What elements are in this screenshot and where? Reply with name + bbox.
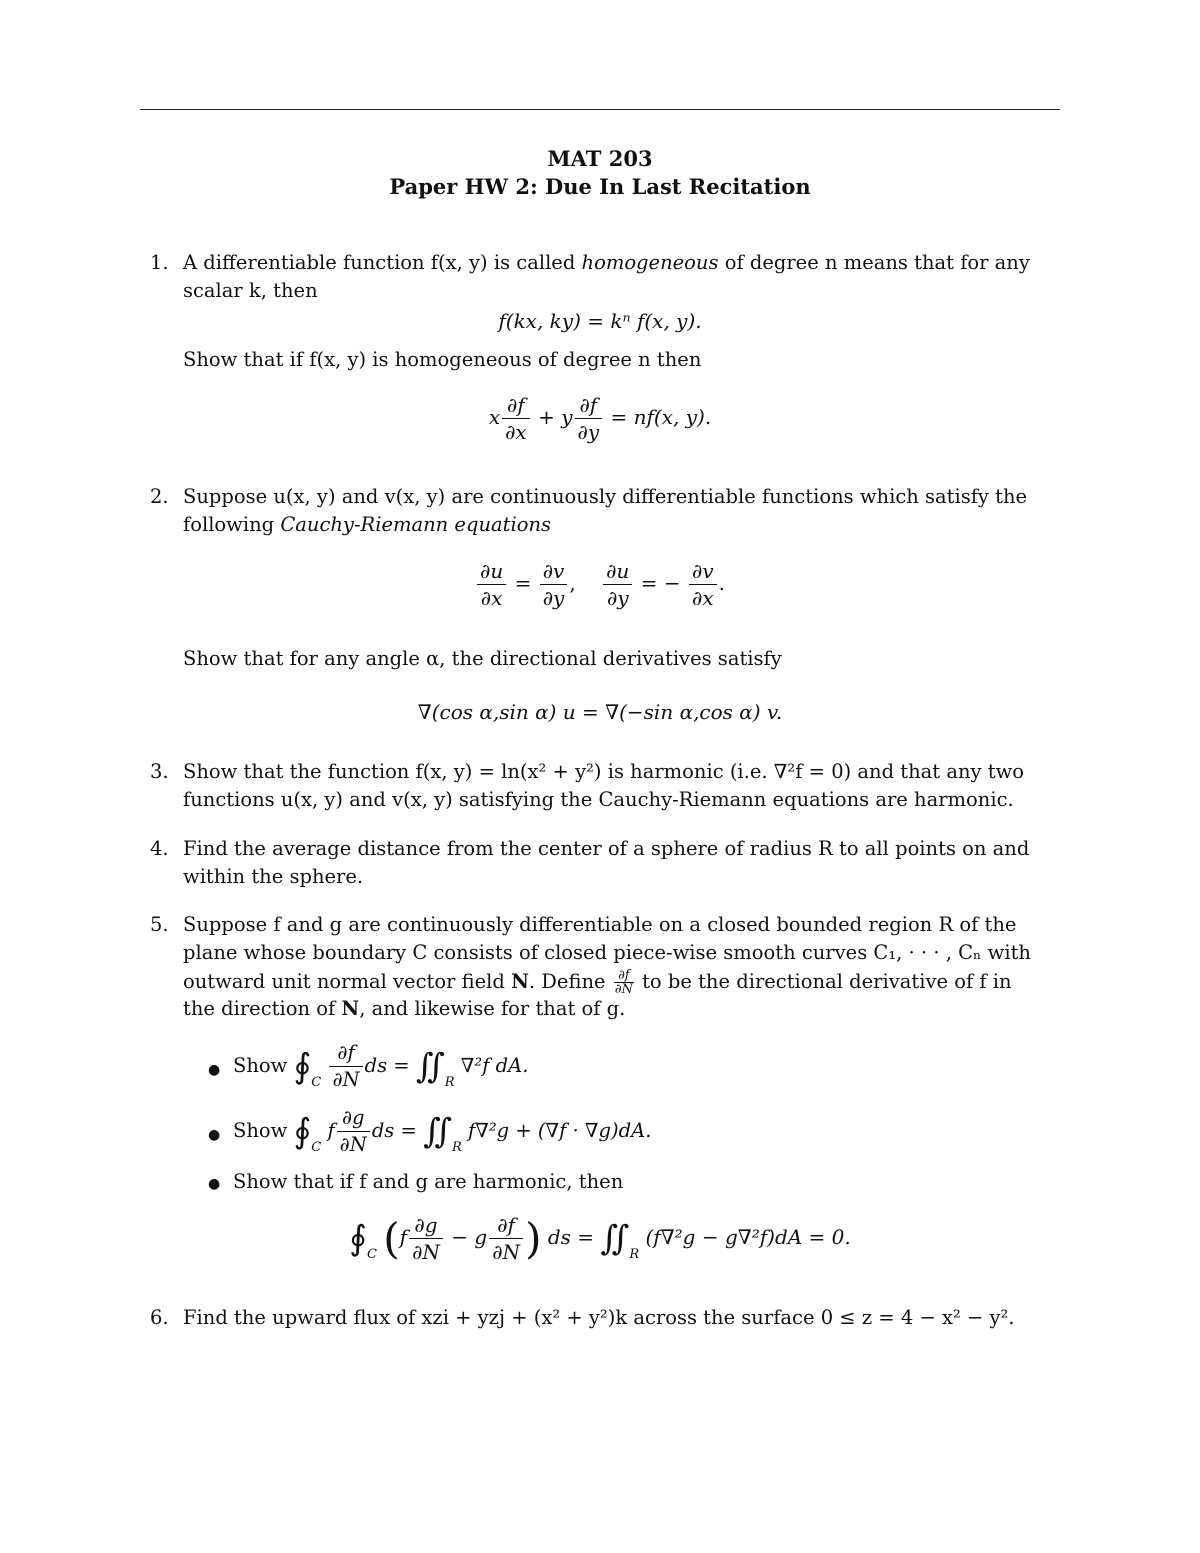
p5-text-b: plane whose boundary C consists of closed piece-wise smooth curves C₁, · · · , Cₙ with — [183, 941, 1031, 964]
problem-4-number: 4. — [150, 837, 169, 860]
problem-6-number: 6. — [150, 1306, 169, 1329]
p1-equation-2: x $\frac{\partial f}{\partial x}$ + y $\frac{\partial f}{\partial y}$ = nf(x, y). — [488, 393, 712, 444]
problem-3-number: 3. — [150, 760, 169, 783]
p1-text-d: Show that if f(x, y) is homogeneous of degree n then — [183, 348, 702, 371]
p5-text-d1: the direction of — [183, 997, 336, 1020]
p5-text-c1: outward unit normal vector field — [183, 970, 505, 993]
double-integral-icon: ∬ — [600, 1218, 630, 1259]
p5-final-rhs: (f∇²g − g∇²f)dA = 0. — [645, 1225, 851, 1249]
p5-bullet-2-rhs: f∇²g + (∇f · ∇g)dA. — [468, 1119, 652, 1142]
du-dy-fraction: $\frac{\partial u}{\partial y}$ — [603, 558, 632, 611]
bullet-icon: ● — [208, 1062, 221, 1078]
du-dx-fraction: $\frac{\partial u}{\partial x}$ — [477, 558, 506, 611]
p2-text-a: Suppose u(x, y) and v(x, y) are continuously differentiable functions which satisfy the — [183, 485, 1028, 508]
p1-text-c: scalar k, then — [183, 279, 318, 302]
p5-text-a: Suppose f and g are continuously differentiable on a closed bounded region R of the — [183, 913, 1017, 936]
p5-bullet-1: Show $∮_C$ $\frac{\partial f}{\partial N}$ ds = $∬_R$ ∇²f dA. — [233, 1041, 529, 1091]
df-dn-small-fraction: $\frac{\partial f}{\partial N}$ — [614, 968, 633, 997]
p5-bullet-2: Show $∮_C$ f $\frac{\partial g}{\partial N}$ ds = $∬_R$ f∇²g + (∇f · ∇g)dA. — [233, 1106, 652, 1156]
contour-integral-icon: ∮ — [349, 1218, 367, 1259]
p1-equation-1: f(kx, ky) = kⁿ f(x, y). — [498, 309, 702, 333]
p1-eq2-rhs: = nf(x, y). — [610, 405, 712, 429]
bullet-icon: ● — [208, 1176, 221, 1192]
dg-dn-fraction: $\frac{\partial g}{\partial N}$ — [337, 1105, 370, 1158]
problem-1-line-1 — [183, 251, 1030, 274]
p2-equation-2: ∇(cos α,sin α) u = ∇(−sin α,cos α) v. — [417, 700, 783, 724]
df-dx-fraction: $\frac{\partial f}{\partial x}$ — [502, 392, 530, 445]
df-dn-fraction: $\frac{\partial f}{\partial N}$ — [329, 1040, 362, 1093]
double-integral-icon: ∬ — [415, 1046, 445, 1087]
assignment-title: Paper HW 2: Due In Last Recitation — [389, 174, 811, 199]
p3-text-b: functions u(x, y) and v(x, y) satisfying the Cauchy-Riemann equations are harmonic. — [183, 788, 1014, 811]
contour-integral-icon: ∮ — [293, 1046, 312, 1087]
p6-text: Find the upward flux of xzi + yzj + (x² + y²)k across the surface 0 ≤ z = 4 − x² − y². — [183, 1306, 1015, 1329]
p4-text-b: within the sphere. — [183, 865, 364, 888]
p1-emph: homogeneous — [581, 251, 719, 274]
problem-5-line-4 — [183, 997, 625, 1020]
dv-dy-fraction: $\frac{\partial v}{\partial y}$ — [540, 558, 568, 611]
course-title: MAT 203 — [547, 146, 653, 171]
p5-text-d2: N — [341, 997, 360, 1020]
p2-text-c: Show that for any angle α, the directional derivatives satisfy — [183, 647, 782, 670]
bullet-icon: ● — [208, 1127, 221, 1143]
p3-text-a: Show that the function f(x, y) = ln(x² + y²) is harmonic (i.e. ∇²f = 0) and that any two — [183, 760, 1024, 783]
contour-integral-icon: ∮ — [293, 1111, 312, 1152]
df-dy-fraction: $\frac{\partial f}{\partial y}$ — [575, 392, 603, 445]
dv-dx-fraction: $\frac{\partial v}{\partial x}$ — [689, 558, 717, 611]
p5-bullet-1-rhs: ∇²f dA. — [460, 1054, 529, 1077]
p2-emph: Cauchy-Riemann equations — [280, 513, 552, 536]
double-integral-icon: ∬ — [423, 1111, 453, 1152]
p5-text-c3: . Define — [528, 970, 606, 993]
problem-2-line-2 — [183, 513, 551, 536]
top-rule — [140, 109, 1060, 110]
p5-bullet-3: Show that if f and g are harmonic, then — [233, 1170, 624, 1193]
p5-bullet-1-label: Show — [233, 1054, 288, 1077]
dg-dn-fraction: $\frac{\partial g}{\partial N}$ — [409, 1212, 443, 1265]
p4-text-a: Find the average distance from the center of a sphere of radius R to all points on and — [183, 837, 1030, 860]
p5-text-c2: N — [511, 970, 529, 993]
p2-text-b: following — [183, 513, 275, 536]
problem-2-number: 2. — [150, 485, 169, 508]
p5-text-c4: to be the directional derivative of f in — [642, 970, 1012, 993]
df-dn-fraction: $\frac{\partial f}{\partial N}$ — [489, 1212, 523, 1265]
p5-text-d3: , and likewise for that of g. — [359, 997, 626, 1020]
problem-5-number: 5. — [150, 913, 169, 936]
p2-cauchy-riemann-equations: $\frac{\partial u}{\partial x}$ = $\frac{\partial v}{\partial y}$ , $\frac{\partial u}{\partial y}$ = − $\frac{\partial v}{\partial x}$ . — [0, 558, 1200, 611]
p1-text-a: A differentiable function f(x, y) is called — [183, 251, 576, 274]
p5-final-equation: $∮_C$ (f $\frac{\partial g}{\partial N}$ − g $\frac{\partial f}{\partial N}$ ) ds = $∬_R$ (f∇²g − g∇²f)dA = 0. — [349, 1213, 851, 1264]
p1-text-b: of degree n means that for any — [724, 251, 1030, 274]
p5-bullet-2-label: Show — [233, 1119, 288, 1142]
problem-5-line-3 — [183, 969, 1012, 996]
problem-1-number: 1. — [150, 251, 169, 274]
